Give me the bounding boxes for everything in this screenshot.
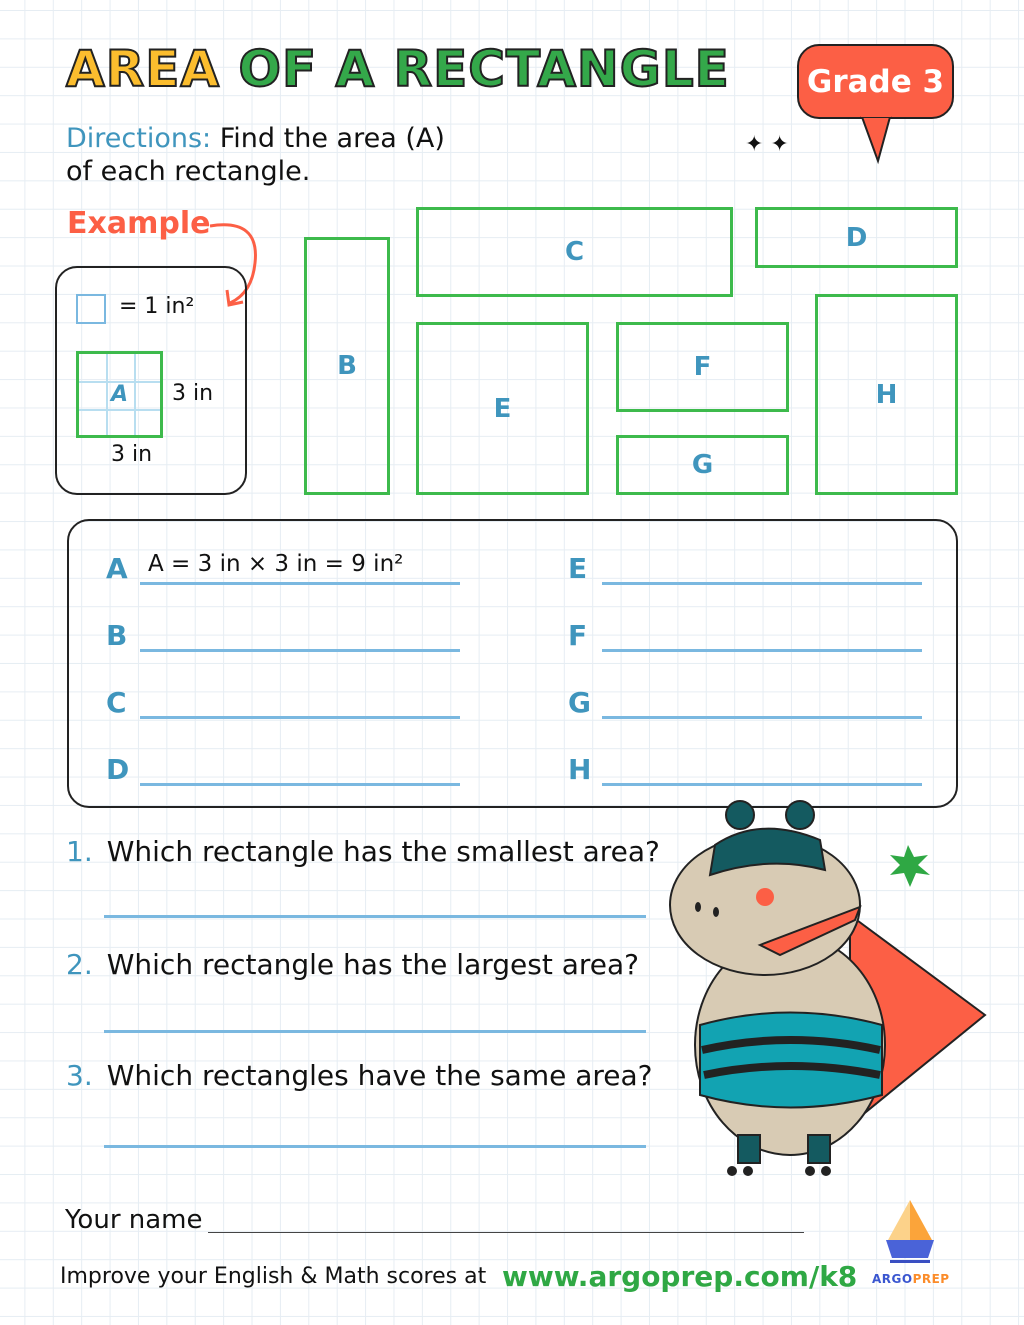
answer-row-c: C [106,679,460,719]
answer-field[interactable] [140,685,460,719]
name-input-line[interactable] [208,1232,804,1233]
answer-row-h: H [568,746,922,786]
answer-field[interactable] [140,618,460,652]
answer-field[interactable] [602,551,922,585]
example-square: A [76,351,163,438]
answer-field[interactable] [602,752,922,786]
grade-badge: Grade 3 [797,44,954,119]
question-2-answer-line[interactable] [104,1030,646,1033]
speech-tail-icon [860,115,900,165]
answer-field[interactable]: A = 3 in × 3 in = 9 in² [140,551,460,585]
argoprep-logo: ARGOPREP [872,1272,950,1286]
rectangle-c: C [416,207,733,297]
answer-field[interactable] [140,752,460,786]
answer-row-d: D [106,746,460,786]
rectangle-d: D [755,207,958,268]
unit-square-icon [76,294,106,324]
hippo-mascot-illustration [660,795,990,1180]
sparkle-icon: ✦ ✦ [745,132,789,157]
footer-text: Improve your English & Math scores at [60,1264,487,1289]
rectangle-b: B [304,237,390,495]
question-3-answer-line[interactable] [104,1145,646,1148]
name-label: Your name [65,1205,203,1235]
answer-row-e: E [568,545,922,585]
answer-row-g: G [568,679,922,719]
answer-row-a: A A = 3 in × 3 in = 9 in² [106,545,460,585]
question-2: 2. Which rectangle has the largest area? [66,948,640,981]
rectangle-f: F [616,322,789,412]
example-label: Example [67,206,211,241]
answer-row-f: F [568,612,922,652]
question-1: 1. Which rectangle has the smallest area? [66,835,660,868]
answer-field[interactable] [602,618,922,652]
rectangle-e: E [416,322,589,495]
rectangle-h: H [815,294,958,495]
page-title: AREA OF A RECTANGLE [66,40,730,98]
answer-row-b: B [106,612,460,652]
answer-field[interactable] [602,685,922,719]
question-1-answer-line[interactable] [104,915,646,918]
rectangle-g: G [616,435,789,495]
example-box: = 1 in² A 3 in 3 in [55,266,247,495]
directions: Directions: Find the area (A) of each rectangle. [66,123,445,187]
footer-url-link[interactable]: www.argoprep.com/k8 [502,1260,858,1293]
question-3: 3. Which rectangles have the same area? [66,1059,653,1092]
argoprep-logo-icon [884,1198,936,1264]
